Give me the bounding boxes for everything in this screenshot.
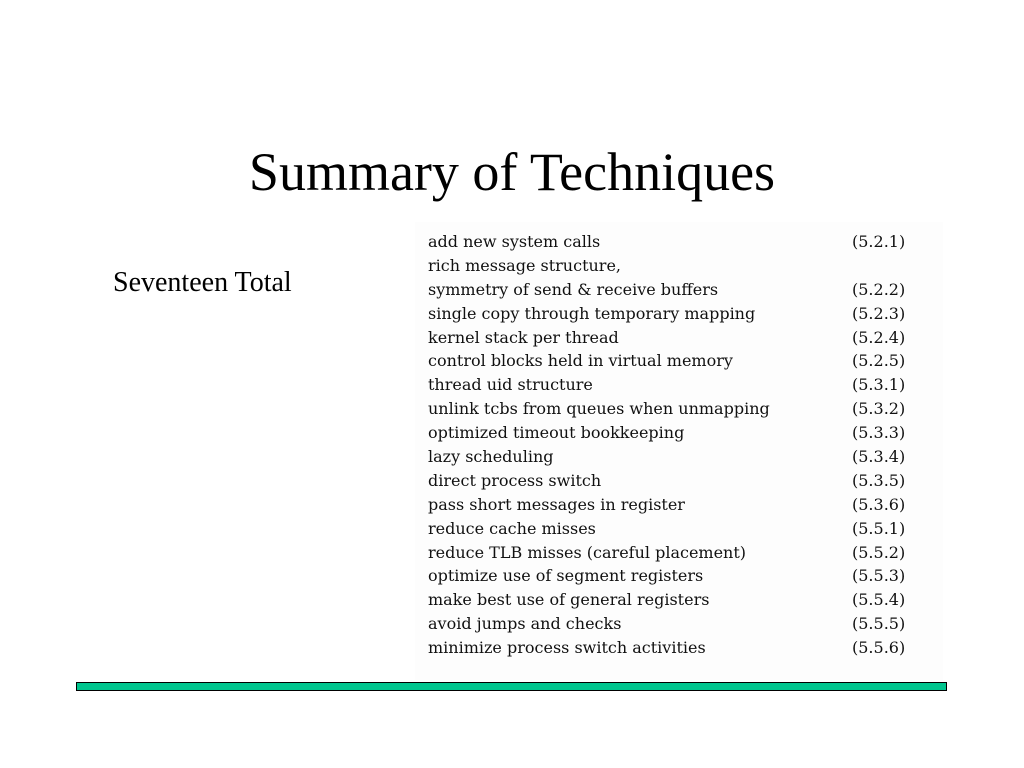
technique-section: (5.3.5)	[852, 470, 906, 490]
technique-label: reduce cache misses	[428, 518, 596, 538]
technique-section: (5.3.6)	[852, 494, 906, 514]
technique-row	[428, 588, 908, 612]
technique-row	[428, 254, 908, 278]
technique-label: control blocks held in virtual memory	[428, 351, 733, 371]
technique-label: thread uid structure	[428, 375, 593, 395]
footer-divider	[76, 682, 947, 691]
technique-row	[428, 517, 908, 541]
slide-subtitle: Seventeen Total	[113, 267, 292, 298]
technique-label: rich message structure,	[428, 255, 622, 275]
technique-section: (5.3.3)	[852, 423, 906, 443]
technique-section: (5.5.2)	[852, 542, 906, 562]
technique-row	[428, 278, 908, 302]
technique-row	[428, 349, 908, 373]
technique-label: lazy scheduling	[428, 447, 554, 467]
technique-section: (5.5.3)	[852, 566, 906, 586]
technique-row	[428, 445, 908, 469]
technique-section: (5.5.5)	[852, 614, 906, 634]
technique-section: (5.5.6)	[852, 638, 906, 658]
technique-row	[428, 421, 908, 445]
technique-label: optimize use of segment registers	[428, 566, 704, 586]
technique-section: (5.2.4)	[852, 327, 906, 347]
technique-label: direct process switch	[428, 470, 602, 490]
slide-title: Summary of Techniques	[248, 142, 776, 203]
technique-section: (5.3.1)	[852, 375, 906, 395]
techniques-list	[428, 230, 908, 660]
technique-label: optimized timeout bookkeeping	[428, 423, 685, 443]
technique-row	[428, 493, 908, 517]
technique-label: avoid jumps and checks	[428, 614, 622, 634]
technique-label: unlink tcbs from queues when unmapping	[428, 399, 770, 419]
technique-label: pass short messages in register	[428, 494, 685, 514]
technique-row	[428, 373, 908, 397]
technique-row	[428, 564, 908, 588]
technique-row	[428, 397, 908, 421]
technique-label: add new system calls	[428, 232, 601, 251]
technique-label: symmetry of send & receive buffers	[428, 279, 719, 299]
technique-row	[428, 230, 908, 254]
technique-label: reduce TLB misses (careful placement)	[428, 542, 747, 562]
technique-row	[428, 326, 908, 350]
technique-row	[428, 469, 908, 493]
technique-section: (5.2.1)	[852, 232, 906, 251]
technique-section: (5.2.3)	[852, 303, 906, 323]
technique-label: kernel stack per thread	[428, 327, 619, 347]
technique-label: make best use of general registers	[428, 590, 710, 610]
technique-row	[428, 541, 908, 565]
technique-row	[428, 636, 908, 660]
technique-row	[428, 302, 908, 326]
technique-section: (5.5.1)	[852, 518, 906, 538]
technique-section: (5.5.4)	[852, 590, 906, 610]
technique-section: (5.3.2)	[852, 399, 906, 419]
technique-label: minimize process switch activities	[428, 638, 706, 658]
technique-section: (5.2.5)	[852, 351, 906, 371]
technique-section: (5.2.2)	[852, 279, 906, 299]
technique-section: (5.3.4)	[852, 447, 906, 467]
technique-label: single copy through temporary mapping	[428, 303, 756, 323]
technique-row	[428, 612, 908, 636]
